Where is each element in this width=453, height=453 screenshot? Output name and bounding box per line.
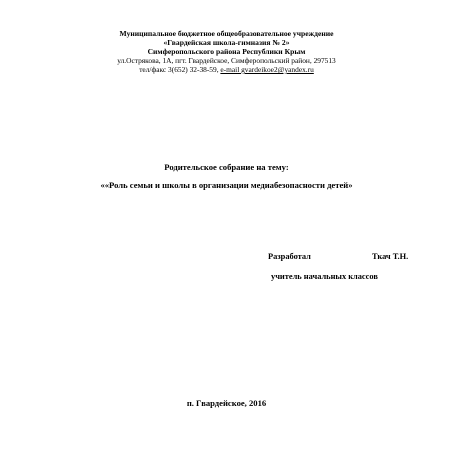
email-text: e-mail gvardeikoe2@yandex.ru xyxy=(220,65,314,74)
place-year: п. Гвардейское, 2016 xyxy=(186,398,267,408)
phone-text: тел/факс 3(652) 32-38-59, xyxy=(139,65,221,74)
address-line: ул.Острякова, 1А, пгт. Гвардейское, Симферопольский район, 297513 xyxy=(117,56,336,65)
school-type-line: Муниципальное бюджетное общеобразовательное учреждение xyxy=(119,29,334,38)
school-name-line: «Гвардейская школа-гимназия № 2» xyxy=(163,38,290,47)
developed-label: Разработал xyxy=(268,252,311,261)
district-line: Симферопольского района Республики Крым xyxy=(147,47,306,56)
meeting-topic: ««Роль семьи и школы в организации медиабезопасности детей» xyxy=(100,180,353,190)
contacts-line xyxy=(0,66,453,73)
author-name: Ткач Т.Н. xyxy=(372,252,409,261)
author-position: учитель начальных классов xyxy=(271,272,378,281)
meeting-title: Родительское собрание на тему: xyxy=(164,162,289,172)
